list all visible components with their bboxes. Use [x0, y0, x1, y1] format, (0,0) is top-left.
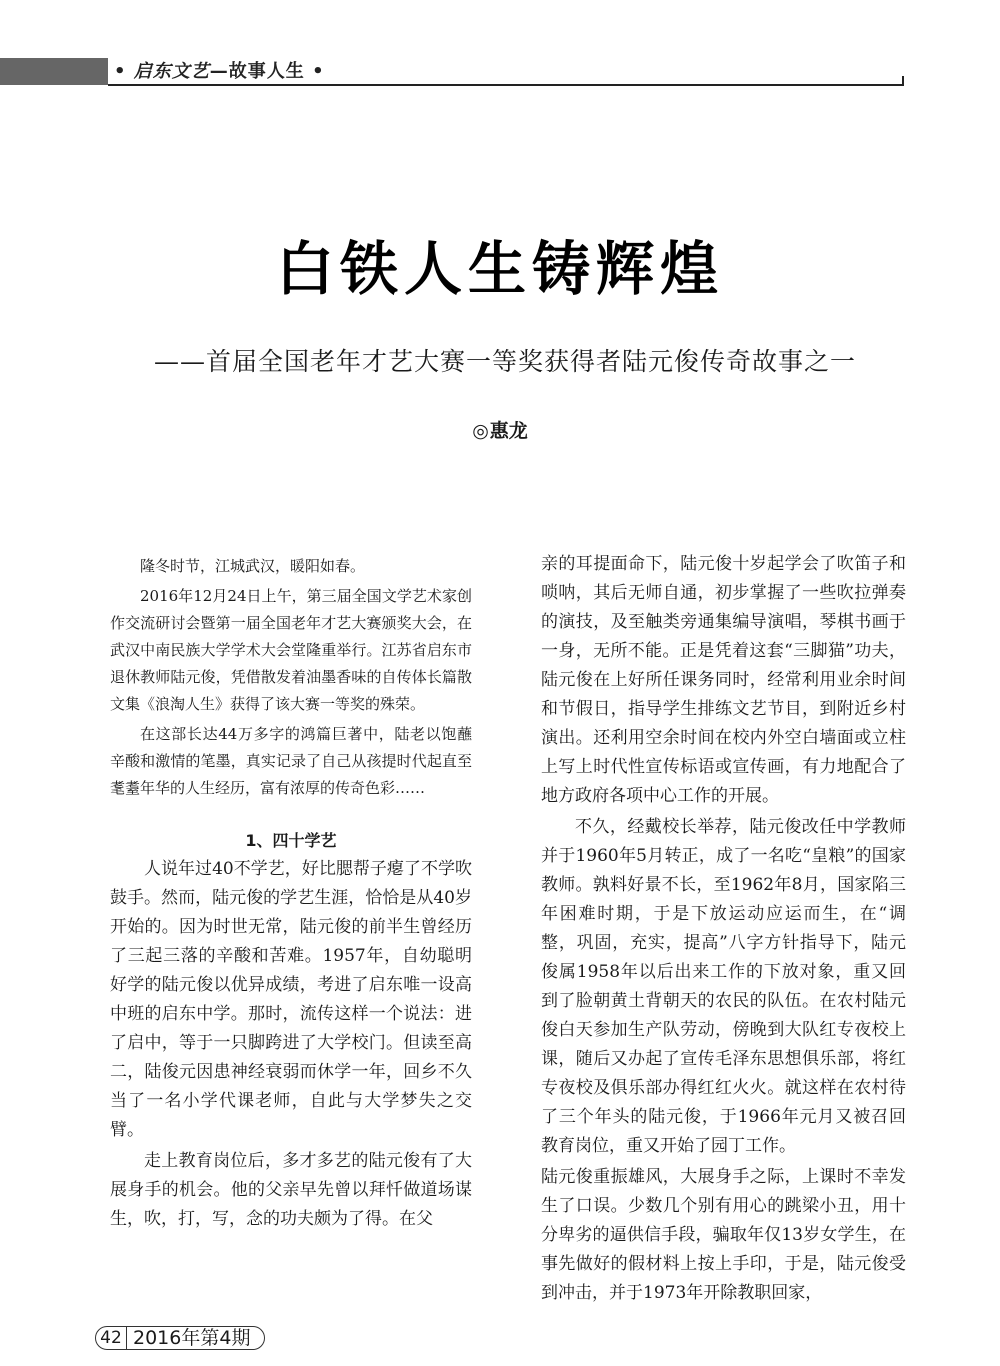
- issue-badge: [98, 1326, 265, 1350]
- header-dot-left: •: [114, 61, 127, 82]
- intro-paragraph: 在这部长达44万多字的鸿篇巨著中，陆老以饱蘸辛酸和激情的笔墨，真实记录了自己从孩提时代起直至耄耋年华的人生经历，富有浓厚的传奇色彩……: [110, 725, 472, 797]
- section-heading: 1、四十学艺: [245, 831, 337, 850]
- body-paragraph: 亲的耳提面命下，陆元俊十岁起学会了吹笛子和唢呐，其后无师自通，初步掌握了一些吹拉弹奏的演技，及至触类旁通集编导演唱，琴棋书画于一身，无所不能。正是凭着这套“三脚猫”功夫，陆元俊在上好所任课务同时，经常利用业余时间和节假日，指导学生排练文艺节目，到附近乡村演出。还利用空余时间在校内外空白墙面或立柱上写上时代性宣传标语或宣传画，有力地配合了地方政府各项中心工作的开展。: [541, 554, 906, 806]
- intro-paragraph: 2016年12月24日上午，第三届全国文学艺术家创作交流研讨会暨第一届全国老年才艺大赛颁奖大会，在武汉中南民族大学学术大会堂隆重举行。江苏省启东市退休教师陆元俊，凭借散发着油墨香味的自传体长篇散文集《浪淘人生》获得了该大赛一等奖的殊荣。: [110, 587, 472, 713]
- header-bar: [0, 58, 108, 85]
- body-paragraph: 陆元俊重振雄风，大展身手之际，上课时不幸发生了口误。少数几个别有用心的跳梁小丑，用十分卑劣的逼供信手段，骗取年仅13岁女学生，在事先做好的假材料上按上手印，于是，陆元俊受到冲击，并于1973年开除教职回家，: [541, 1167, 906, 1303]
- header-dash: —: [209, 61, 229, 82]
- byline-mark-icon: ◎: [472, 420, 489, 442]
- intro-paragraph: 隆冬时节，江城武汉，暖阳如春。: [140, 557, 366, 575]
- issue-label: 2016年第4期: [133, 1327, 251, 1349]
- body-paragraph: 人说年过40不学艺，好比腮帮子瘪了不学吹鼓手。然而，陆元俊的学艺生涯，恰恰是从40岁开始的。因为时世无常，陆元俊的前半生曾经历了三起三落的辛酸和苦难。1957年，自幼聪明好学的陆元俊以优异成绩，考进了启东唯一设高中班的启东中学。那时，流传这样一个说法：进了启中，等于一只脚跨进了大学校门。但读至高二，陆俊元因患神经衰弱而休学一年，回乡不久当了一名小学代课老师，自此与大学梦失之交臂。: [110, 859, 472, 1140]
- article-title: 白铁人生铸辉煌: [275, 235, 724, 303]
- running-header: [114, 58, 325, 85]
- intro: [110, 553, 472, 802]
- page-footer: [98, 1326, 265, 1350]
- body-paragraph: 走上教育岗位后，多才多艺的陆元俊有了大展身手的机会。他的父亲早先曾以拜忏做道场谋生，吹，打，写，念的功夫颇为了得。在父: [110, 1151, 472, 1229]
- header-rule-tick: [902, 76, 904, 86]
- header-rule: [108, 84, 904, 86]
- left-body: [110, 855, 472, 1234]
- article-subtitle: ——首届全国老年才艺大赛一等奖获得者陆元俊传奇故事之一: [153, 347, 856, 376]
- left-column: [110, 553, 472, 1234]
- byline: [0, 416, 1000, 443]
- header-dot-right: •: [312, 61, 325, 82]
- header-section: 故事人生: [228, 61, 305, 82]
- right-column: [541, 550, 906, 1308]
- header-brand: 启东文艺: [133, 61, 210, 82]
- author-name: 惠龙: [489, 420, 528, 442]
- body-paragraph: 不久，经戴校长举荐，陆元俊改任中学教师并于1960年5月转正，成了一名吃“皇粮”的国家教师。孰料好景不长，至1962年8月，国家陷三年困难时期，于是下放运动应运而生，在“调整，巩固，充实，提高”八字方针指导下，陆元俊属1958年以后出来工作的下放对象，重又回到了脸朝黄土背朝天的农民的队伍。在农村陆元俊白天参加生产队劳动，傍晚到大队红专夜校上课，随后又办起了宣传毛泽东思想俱乐部，将红专夜校及俱乐部办得红红火火。就这样在农村待了三个年头的陆元俊，于1966年元月又被召回教育岗位，重又开始了园丁工作。: [541, 817, 906, 1156]
- page-number: 42: [95, 1326, 127, 1350]
